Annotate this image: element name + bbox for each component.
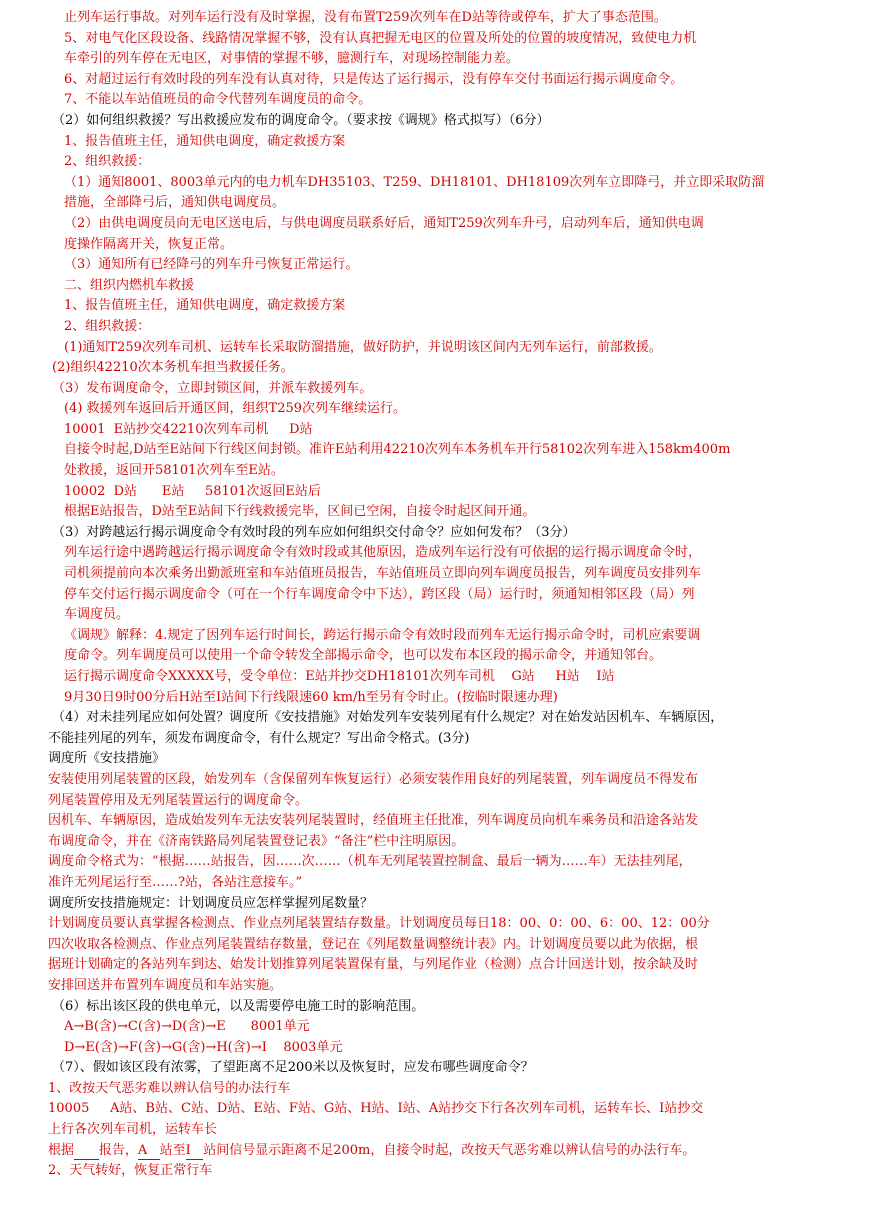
text-line: （4）对未挂列尾应如何处置？调度所《安技措施》对始发列车安装列尾有什么规定？对在始发站因机车、车辆原因， bbox=[52, 710, 724, 726]
text-line: 5、对电气化区段设备、线路情况掌握不够，没有认真把握无电区的位置及所处的位置的坡度情况，致使电力机 bbox=[64, 30, 697, 46]
text-line: 列尾装置停用及无列尾装置运行的调度命令。 bbox=[48, 792, 309, 808]
text-line: 《调规》解释：4.规定了因列车运行时间长，跨运行揭示命令有效时段而列车无运行揭示命令时，司机应索要调 bbox=[64, 627, 701, 643]
text-line: 1、报告值班主任，通知供电调度，确定救援方案 bbox=[64, 298, 346, 314]
text-line: 上行各次列车司机，运转车长 bbox=[48, 1122, 218, 1138]
text-line: 2、组织救援： bbox=[64, 318, 151, 334]
text-line: 安装使用列尾装置的区段，始发列车（含保留列车恢复运行）必须安装作用良好的列尾装置，列车调度员不得发布 bbox=[48, 771, 699, 787]
text-line: 据班计划确定的各站列车到达、始发计划推算列尾装置保有量，与列尾作业（检测）点合计回送计划，按余缺及时 bbox=[48, 957, 699, 973]
text-line: 车调度员。 bbox=[64, 607, 130, 623]
text-line: 列车运行途中遇跨越运行揭示调度命令有效时段或其他原因，造成列车运行没有可依据的运行揭示调度命令时， bbox=[64, 545, 702, 561]
text-line: 不能挂列尾的列车，须发布调度命令，有什么规定？写出命令格式。(3分) bbox=[48, 730, 470, 746]
text-line: （3）发布调度命令，立即封锁区间，并派车救援列车。 bbox=[52, 380, 373, 396]
order-text-start: 根据 bbox=[48, 1142, 75, 1158]
text-line: (1)通知T259次列车司机、运转车长采取防溜措施，做好防护，并说明该区间内无列车运行，前部救援。 bbox=[64, 339, 662, 355]
text-line: 2、天气转好，恢复正常行车 bbox=[48, 1163, 213, 1179]
text-line: (2)组织42210次本务机车担当救援任务。 bbox=[52, 360, 294, 376]
text-line: 10005 A站、B站、C站、D站、E站、F站、G站、H站、I站、A站抄交下行各次列车司机，运转车长、I站抄交 bbox=[48, 1101, 704, 1117]
text-line: （2）由供电调度员向无电区送电后，与供电调度员联系好后，通知T259次列车升弓，启动列车后，通知供电调 bbox=[64, 215, 704, 231]
text-line: 因机车、车辆原因，造成始发列车无法安装列尾装置时，经值班主任批准，列车调度员向机车乘务员和沿途各站发 bbox=[48, 813, 699, 829]
text-line: 二、组织内燃机车救援 bbox=[64, 277, 195, 293]
text-line: 处救援，返回开58101次列车至E站。 bbox=[64, 463, 284, 479]
text-line: A→B(含)→C(含)→D(含)→E 8001单元 bbox=[64, 1019, 310, 1035]
order-text-report: 报告， bbox=[98, 1142, 138, 1158]
text-line: D→E(含)→F(含)→G(含)→H(含)→I 8003单元 bbox=[64, 1039, 343, 1055]
text-line: (4) 救援列车返回后开通区间，组织T259次列车继续运行。 bbox=[64, 401, 407, 417]
text-line: 1、改按天气恶劣难以辨认信号的办法行车 bbox=[48, 1080, 291, 1096]
text-line: 9月30日9时00分后H站至I站间下行线限速60 km/h至另有令时止。(按临时限速办理) bbox=[64, 689, 558, 705]
text-line: 1、报告值班主任，通知供电调度，确定救援方案 bbox=[64, 133, 346, 149]
text-line: 度命令。列车调度员可以使用一个命令转发全部揭示命令，也可以发布本区段的揭示命令，并通知邻台。 bbox=[64, 648, 663, 664]
blank-station-i: I bbox=[185, 1142, 204, 1158]
text-line: 调度所安技措施规定：计划调度员应怎样掌握列尾数量？ bbox=[48, 895, 374, 911]
text-line: （7）、假如该区段有浓雾，了望距离不足200米以及恢复时，应发布哪些调度命令？ bbox=[52, 1060, 534, 1076]
text-line: 调度所《安技措施》 bbox=[48, 751, 166, 767]
text-line: 根据E站报告，D站至E站间下行线救援完毕，区间已空闲，自接令时起区间开通。 bbox=[64, 504, 536, 520]
text-line: （2）如何组织救援？写出救援应发布的调度命令。（要求按《调规》格式拟写）（6分） bbox=[52, 112, 550, 128]
text-line: 6、对超过运行有效时段的列车没有认真对待，只是传达了运行揭示，没有停车交付书面运行揭示调度命令。 bbox=[64, 71, 684, 87]
text-line: 度操作隔离开关，恢复正常。 bbox=[64, 236, 234, 252]
text-line: 止列车运行事故。对列车运行没有及时掌握，没有布置T259次列车在D站等待或停车，扩大了事态范围。 bbox=[64, 10, 667, 25]
text-line: 10002 D站 E站 58101次返回E站后 bbox=[64, 483, 321, 499]
text-line bbox=[0, 1141, 869, 1162]
text-line: 2、组织救援： bbox=[64, 154, 151, 170]
text-line: （1）通知8001、8003单元内的电力机车DH35103、T259、DH18101、DH18109次列车立即降弓，并立即采取防溜 bbox=[64, 174, 765, 190]
text-line: 运行揭示调度命令XXXXX号，受令单位：E站并抄交DH18101次列车司机 G站 H站 I站 bbox=[64, 669, 615, 684]
text-line: 计划调度员要认真掌握各检测点、作业点列尾装置结存数量。计划调度员每日18：00、0：00、6：00、12：00分 bbox=[48, 916, 710, 932]
text-line: 7、不能以车站值班员的命令代替列车调度员的命令。 bbox=[64, 92, 372, 108]
text-line: （6）标出该区段的供电单元，以及需要停电施工时的影响范围。 bbox=[52, 998, 425, 1014]
text-line: 调度命令格式为：“根据……站报告，因……次……（机车无列尾装置控制盒、最后一辆为……车）无法挂列尾， bbox=[48, 854, 692, 870]
text-line: 布调度命令，并在《济南铁路局列尾装置登记表》“备注”栏中注明原因。 bbox=[48, 833, 465, 849]
text-line: 10001 E站抄交42210次列车司机 D站 bbox=[64, 421, 313, 437]
text-line: 自接令时起,D站至E站间下行线区间封锁。准许E站利用42210次列车本务机车开行58102次列车进入158km400m bbox=[64, 442, 731, 458]
blank-station-a: A bbox=[137, 1142, 160, 1158]
order-text-end: 站间信号显示距离不足200m，自接令时起，改按天气恶劣难以辨认信号的办法行车。 bbox=[203, 1142, 696, 1158]
text-line: 四次收取各检测点、作业点列尾装置结存数量，登记在《列尾数量调整统计表》内。计划调度员要以此为依据，根 bbox=[48, 936, 699, 952]
text-line: 司机须提前向本次乘务出勤派班室和车站值班员报告，车站值班员立即向列车调度员报告，列车调度员安排列车 bbox=[64, 566, 702, 582]
text-line: 停车交付运行揭示调度命令（可在一个行车调度命令中下达），跨区段（局）运行时，须通知相邻区段（局）列 bbox=[64, 586, 695, 602]
text-line: 准许无列尾运行至……?站，各站注意接车。” bbox=[48, 874, 303, 890]
text-line: 车牵引的列车停在无电区，对事情的掌握不够，臆测行车，对现场控制能力差。 bbox=[64, 51, 520, 67]
text-line: 安排回送并布置列车调度员和车站实施。 bbox=[48, 977, 283, 993]
text-line: 措施，全部降弓后，通知供电调度员。 bbox=[64, 195, 286, 211]
text-line: （3）通知所有已经降弓的列车升弓恢复正常运行。 bbox=[64, 257, 359, 273]
blank-station bbox=[74, 1143, 99, 1160]
text-line: （3）对跨越运行揭示调度命令有效时段的列车应如何组织交付命令？应如何发布？（3分） bbox=[52, 524, 576, 540]
order-text-to: 站至 bbox=[159, 1142, 186, 1158]
document-body bbox=[0, 8, 869, 1141]
